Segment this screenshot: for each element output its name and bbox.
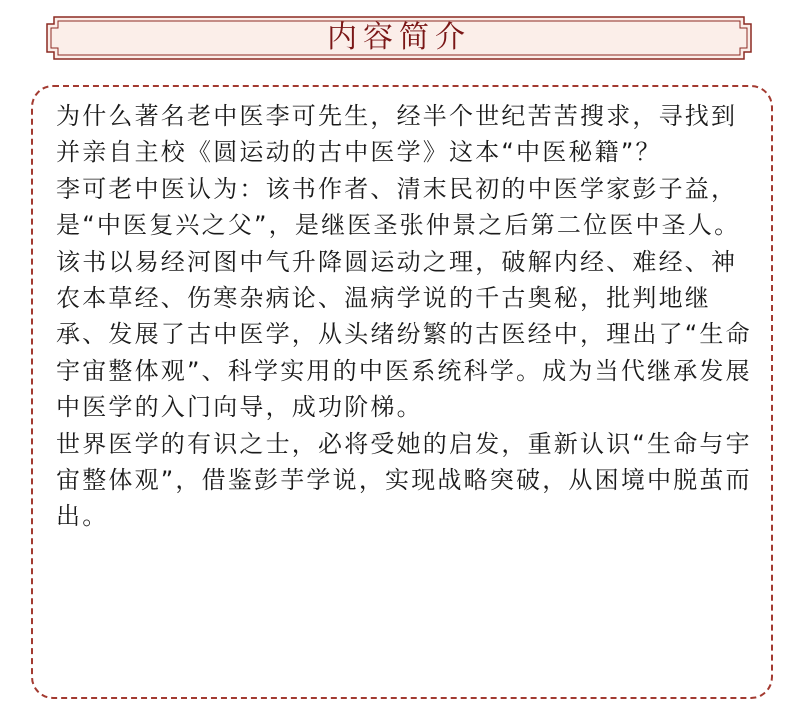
- paragraph-3: 该书以易经河图中气升降圆运动之理，破解内经、难经、神农本草经、伤寒杂病论、温病学说的千古奥秘，批判地继承、发展了古中医学，从头绪纷繁的古医经中，理出了“生命宇宙整体观”、科学实用的中医系统科学。成为当代继承发展中医学的入门向导，成功阶梯。: [56, 247, 752, 422]
- title-banner: [44, 14, 754, 62]
- paragraph-1: 为什么著名老中医李可先生，经半个世纪苦苦搜求，寻找到并亲自主校《圆运动的古中医学》这本“中医秘籍”？: [56, 102, 738, 167]
- paragraph-2: 李可老中医认为：该书作者、清末民初的中医学家彭子益，是“中医复兴之父”，是继医圣张仲景之后第二位医中圣人。: [56, 174, 741, 240]
- paragraph-4: 世界医学的有识之士，必将受她的启发，重新认识“生命与宇宙整体观”，借鉴彭芋学说，实现战略突破，从困境中脱茧而出。: [56, 429, 752, 531]
- page-title: 内容简介: [327, 20, 471, 55]
- intro-text: [56, 98, 758, 535]
